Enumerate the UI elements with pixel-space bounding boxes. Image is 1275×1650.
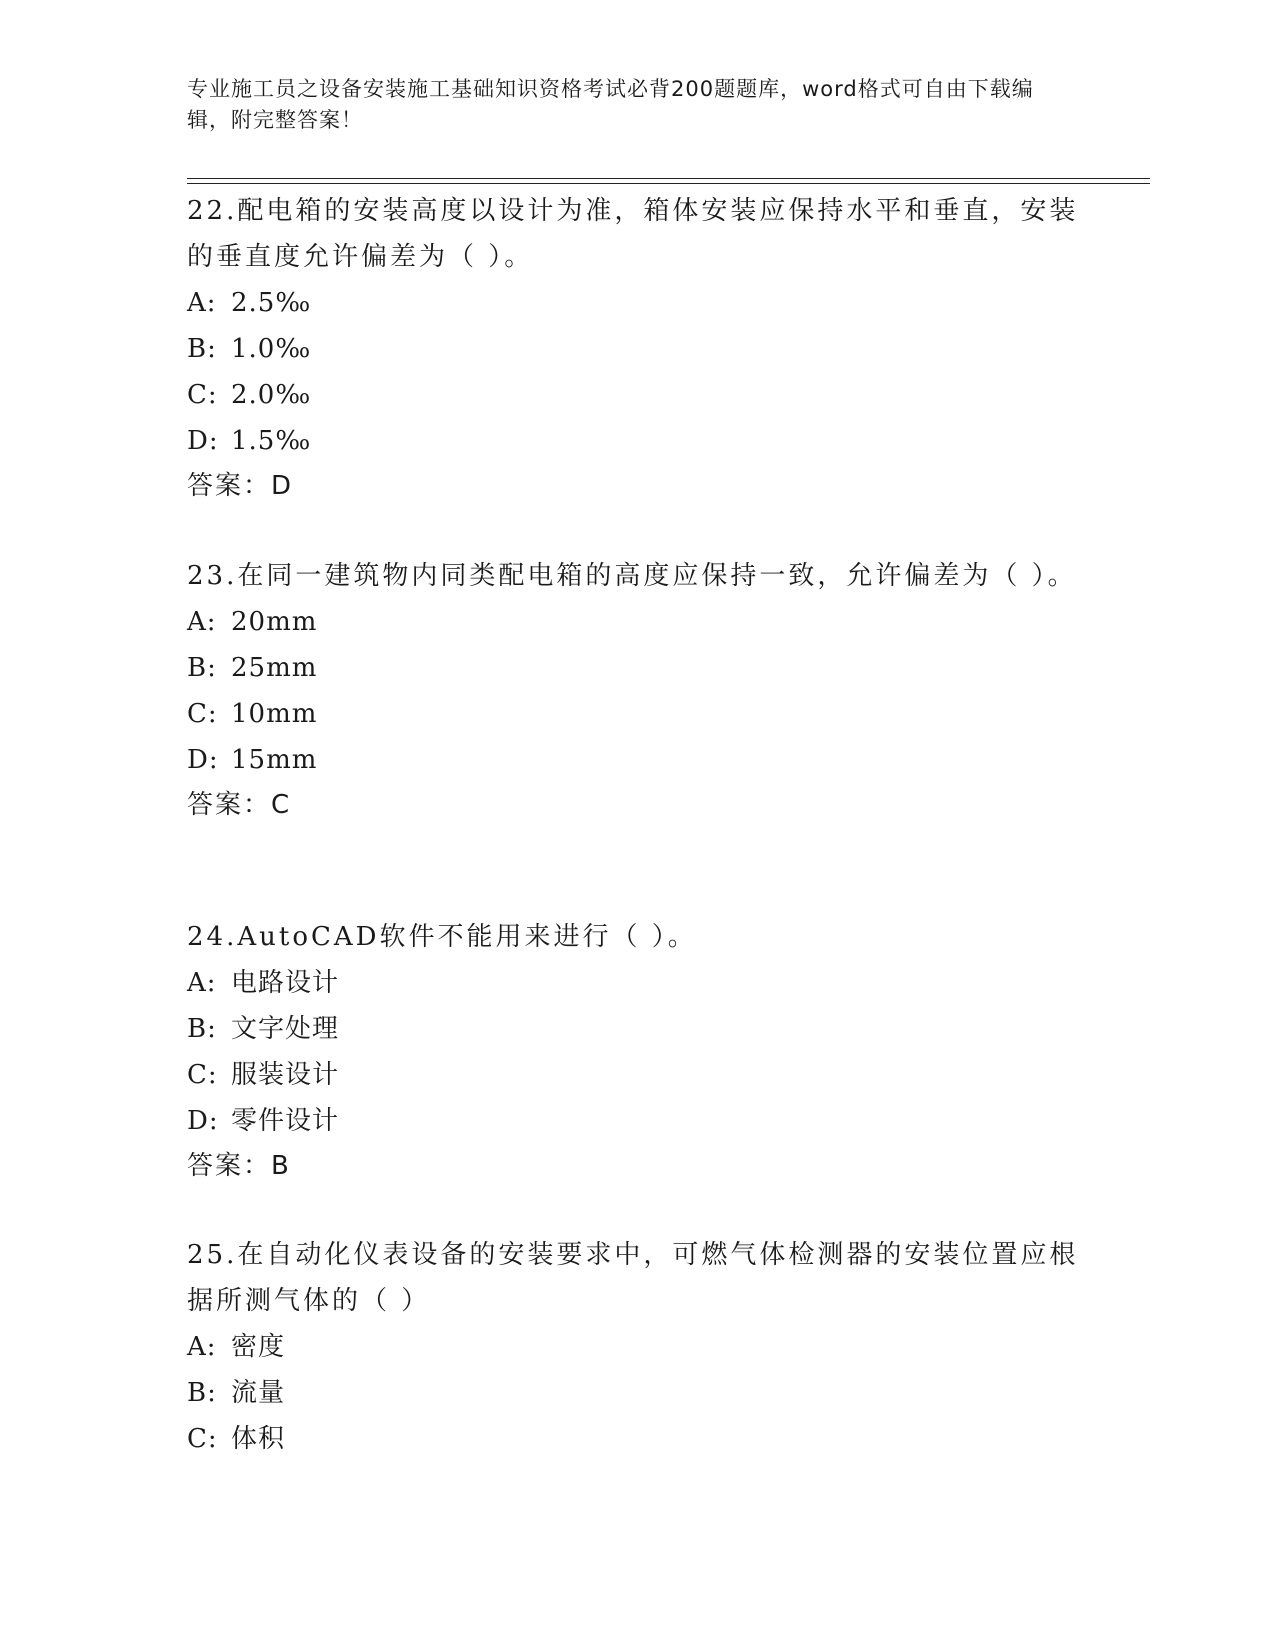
option-b <box>187 645 1087 691</box>
option-letter: A: <box>187 607 217 637</box>
option-text: 1.5‰ <box>231 426 312 456</box>
option-text: 服装设计 <box>231 1060 340 1090</box>
option-letter: D: <box>187 745 219 775</box>
option-letter: C: <box>187 699 218 729</box>
answer-line: 答案：C <box>187 790 292 820</box>
option-letter: D: <box>187 1106 219 1136</box>
option-letter: B: <box>187 334 217 364</box>
option-text: 体积 <box>231 1424 286 1454</box>
header-divider-bottom <box>187 183 1150 184</box>
document-header: 专业施工员之设备安装施工基础知识资格考试必背200题题库，word格式可自由下载编辑，附完整答案！ <box>187 77 1034 132</box>
option-b <box>187 1370 1087 1416</box>
header-divider-top <box>187 178 1150 179</box>
option-text: 文字处理 <box>231 1014 340 1044</box>
option-letter: C: <box>187 1424 218 1454</box>
question-25 <box>187 1232 1087 1462</box>
option-d <box>187 418 1087 464</box>
option-text: 20mm <box>231 607 318 637</box>
question-stem: 24.AutoCAD软件不能用来进行（ ）。 <box>187 922 697 952</box>
option-letter: B: <box>187 653 217 683</box>
option-c <box>187 1416 1087 1462</box>
option-letter: C: <box>187 380 218 410</box>
option-text: 电路设计 <box>231 968 340 998</box>
question-stem: 23.在同一建筑物内同类配电箱的高度应保持一致，允许偏差为（ ）。 <box>187 561 1077 591</box>
option-text: 零件设计 <box>231 1106 340 1136</box>
option-text: 25mm <box>231 653 318 683</box>
option-letter: C: <box>187 1060 218 1090</box>
option-letter: A: <box>187 288 217 318</box>
option-letter: B: <box>187 1014 217 1044</box>
option-letter: D: <box>187 426 219 456</box>
answer-line: 答案：B <box>187 1151 291 1181</box>
option-c <box>187 372 1087 418</box>
option-d <box>187 737 1087 783</box>
question-22 <box>187 188 1087 508</box>
option-text: 密度 <box>231 1332 286 1362</box>
answer-line: 答案：D <box>187 471 294 501</box>
option-a <box>187 599 1087 645</box>
option-letter: A: <box>187 1332 217 1362</box>
option-text: 2.5‰ <box>231 288 312 318</box>
option-letter: A: <box>187 968 217 998</box>
option-b <box>187 326 1087 372</box>
question-stem: 25.在自动化仪表设备的安装要求中，可燃气体检测器的安装位置应根据所测气体的（ ） <box>187 1240 1079 1316</box>
question-23 <box>187 553 1087 827</box>
question-24 <box>187 914 1087 1188</box>
option-c <box>187 691 1087 737</box>
option-a <box>187 280 1087 326</box>
question-stem: 22.配电箱的安装高度以设计为准，箱体安装应保持水平和垂直，安装的垂直度允许偏差为（ ）。 <box>187 196 1079 272</box>
option-c <box>187 1052 1087 1098</box>
option-text: 1.0‰ <box>231 334 312 364</box>
option-text: 15mm <box>231 745 318 775</box>
option-b <box>187 1006 1087 1052</box>
option-a <box>187 1324 1087 1370</box>
option-letter: B: <box>187 1378 217 1408</box>
option-text: 10mm <box>231 699 318 729</box>
option-a <box>187 960 1087 1006</box>
option-d <box>187 1098 1087 1144</box>
option-text: 流量 <box>231 1378 286 1408</box>
option-text: 2.0‰ <box>231 380 312 410</box>
